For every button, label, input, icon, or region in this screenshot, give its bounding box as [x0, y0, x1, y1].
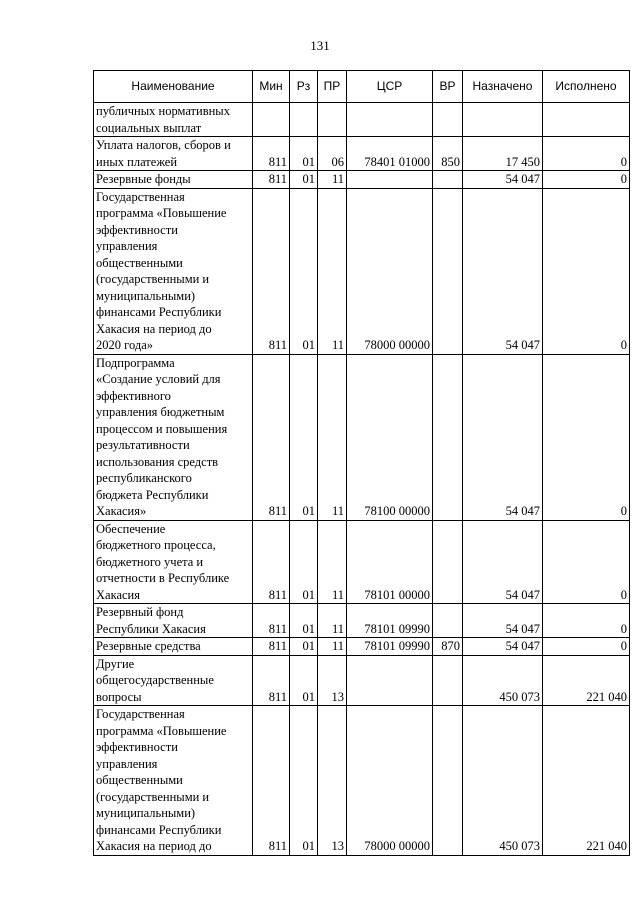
row-assigned: 17 450 — [463, 137, 543, 171]
row-rz: 01 — [290, 137, 318, 171]
row-vr: 870 — [433, 638, 463, 656]
row-csr — [347, 103, 433, 137]
row-csr: 78101 00000 — [347, 520, 433, 604]
row-pr: 13 — [318, 655, 347, 706]
row-csr: 78000 00000 — [347, 706, 433, 856]
row-assigned: 54 047 — [463, 520, 543, 604]
table-row — [94, 103, 630, 137]
row-name: Резервный фонд Республики Хакасия — [94, 604, 253, 638]
header-rz: Рз — [290, 71, 318, 103]
row-vr — [433, 171, 463, 189]
row-min: 811 — [253, 188, 290, 354]
table-row — [94, 520, 630, 604]
row-csr — [347, 171, 433, 189]
row-min: 811 — [253, 520, 290, 604]
row-assigned — [463, 103, 543, 137]
row-assigned: 450 073 — [463, 655, 543, 706]
row-csr: 78101 09990 — [347, 638, 433, 656]
table-row — [94, 171, 630, 189]
row-min: 811 — [253, 706, 290, 856]
row-pr: 11 — [318, 604, 347, 638]
row-assigned: 54 047 — [463, 638, 543, 656]
row-pr — [318, 103, 347, 137]
row-rz: 01 — [290, 354, 318, 520]
row-vr: 850 — [433, 137, 463, 171]
row-vr — [433, 354, 463, 520]
header-assigned: Назначено — [463, 71, 543, 103]
row-rz — [290, 103, 318, 137]
row-name: Уплата налогов, сборов и иных платежей — [94, 137, 253, 171]
row-rz: 01 — [290, 188, 318, 354]
row-name: Обеспечение бюджетного процесса, бюджетного учета и отчетности в Республике Хакасия — [94, 520, 253, 604]
row-csr: 78401 01000 — [347, 137, 433, 171]
row-vr — [433, 655, 463, 706]
header-pr: ПР — [318, 71, 347, 103]
row-name: Резервные средства — [94, 638, 253, 656]
row-executed: 0 — [543, 604, 630, 638]
row-pr: 11 — [318, 354, 347, 520]
row-min: 811 — [253, 638, 290, 656]
row-executed: 0 — [543, 354, 630, 520]
header-name: Наименование — [94, 71, 253, 103]
table-row — [94, 604, 630, 638]
row-name: Государственная программа «Повышение эффективности управления общественными (государственными и муниципальными) финансами Республики Хакасия на период до — [94, 706, 253, 856]
row-assigned: 54 047 — [463, 604, 543, 638]
row-name: Другие общегосударственные вопросы — [94, 655, 253, 706]
row-rz: 01 — [290, 655, 318, 706]
table-row — [94, 354, 630, 520]
row-csr — [347, 655, 433, 706]
header-executed: Исполнено — [543, 71, 630, 103]
row-pr: 06 — [318, 137, 347, 171]
row-vr — [433, 103, 463, 137]
row-executed: 0 — [543, 188, 630, 354]
table-row — [94, 706, 630, 856]
row-rz: 01 — [290, 604, 318, 638]
row-executed: 0 — [543, 171, 630, 189]
row-vr — [433, 520, 463, 604]
row-executed: 0 — [543, 137, 630, 171]
row-executed: 221 040 — [543, 706, 630, 856]
row-assigned: 54 047 — [463, 188, 543, 354]
row-min: 811 — [253, 137, 290, 171]
row-csr: 78000 00000 — [347, 188, 433, 354]
row-assigned: 54 047 — [463, 354, 543, 520]
row-executed: 221 040 — [543, 655, 630, 706]
table-row — [94, 638, 630, 656]
row-min: 811 — [253, 655, 290, 706]
header-row — [94, 71, 630, 103]
row-name: Резервные фонды — [94, 171, 253, 189]
row-vr — [433, 604, 463, 638]
row-name: Государственная программа «Повышение эффективности управления общественными (государственными и муниципальными) финансами Республики Хакасия на период до 2020 года» — [94, 188, 253, 354]
row-csr: 78101 09990 — [347, 604, 433, 638]
row-vr — [433, 706, 463, 856]
row-pr: 11 — [318, 638, 347, 656]
row-min: 811 — [253, 171, 290, 189]
header-csr: ЦСР — [347, 71, 433, 103]
budget-table — [93, 70, 630, 856]
table-row — [94, 655, 630, 706]
row-executed — [543, 103, 630, 137]
row-assigned: 54 047 — [463, 171, 543, 189]
header-vr: ВР — [433, 71, 463, 103]
row-executed: 0 — [543, 520, 630, 604]
row-min: 811 — [253, 604, 290, 638]
row-pr: 11 — [318, 188, 347, 354]
row-csr: 78100 00000 — [347, 354, 433, 520]
row-min: 811 — [253, 354, 290, 520]
row-rz: 01 — [290, 171, 318, 189]
row-rz: 01 — [290, 520, 318, 604]
page-number: 131 — [310, 38, 330, 53]
row-vr — [433, 188, 463, 354]
row-pr: 11 — [318, 171, 347, 189]
table-row — [94, 188, 630, 354]
header-min: Мин — [253, 71, 290, 103]
row-rz: 01 — [290, 706, 318, 856]
table-row — [94, 137, 630, 171]
row-pr: 13 — [318, 706, 347, 856]
row-name: Подпрограмма «Создание условий для эффективного управления бюджетным процессом и повышения результативности использования средств республиканского бюджета Республики Хакасия» — [94, 354, 253, 520]
row-executed: 0 — [543, 638, 630, 656]
row-pr: 11 — [318, 520, 347, 604]
row-rz: 01 — [290, 638, 318, 656]
row-name: публичных нормативных социальных выплат — [94, 103, 253, 137]
row-min — [253, 103, 290, 137]
row-assigned: 450 073 — [463, 706, 543, 856]
